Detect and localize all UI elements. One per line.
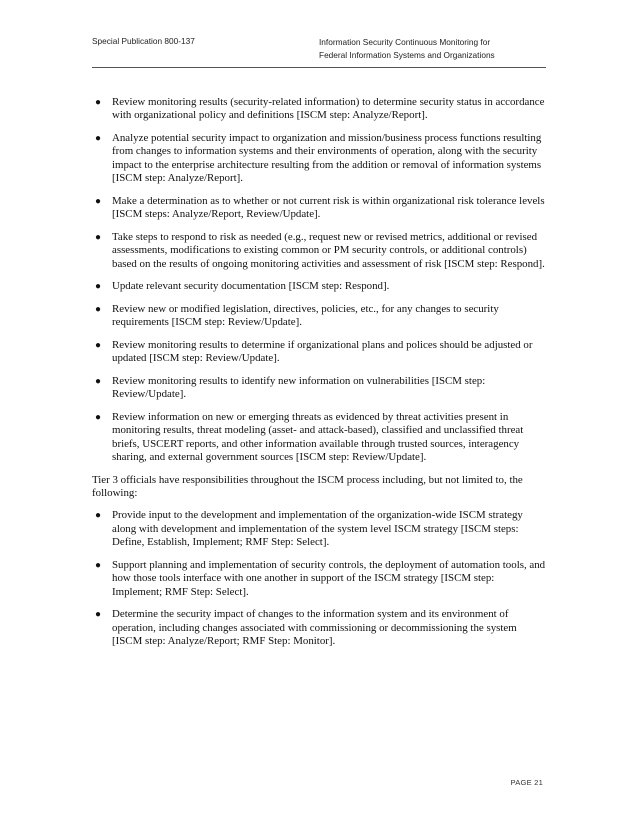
list-item-text: Analyze potential security impact to organization and mission/business process functions resulting from changes to information systems and their environments of operation, along with the security impact to the enterprise architecture resulting from the addition or removal of information systems [ISCM step: Analyze/Report]. <box>112 132 542 185</box>
responsibilities-list-2 <box>92 509 546 648</box>
list-item-text: Review information on new or emerging threats as evidenced by threat activities present in monitoring results, threat modeling (asset- and attack-based), classified and unclassified threat briefs, USCERT reports, and other information available through trusted sources, interagency sharing, and external government sources [ISCM step: Review/Update]. <box>112 410 524 464</box>
list-item-text: Determine the security impact of changes to the information system and its environment of operation, including changes associated with commissioning or decommissioning the system [ISCM step: Analyze/Report; RMF Step: Monitor]. <box>112 608 517 648</box>
list-item <box>92 339 546 366</box>
bullet-icon: ● <box>95 339 102 351</box>
bullet-icon: ● <box>95 609 102 621</box>
bullet-icon: ● <box>95 411 102 423</box>
list-item-text: Review monitoring results (security-related information) to determine security status in accordance with organizational policy and definitions [ISCM step: Analyze/Report]. <box>112 96 545 122</box>
list-item <box>92 280 546 293</box>
bullet-icon: ● <box>95 133 102 144</box>
bullet-icon: ● <box>95 231 102 243</box>
list-item <box>92 195 546 222</box>
list-item-text: Review new or modified legislation, directives, policies, etc., for any changes to security requirements [ISCM step: Review/Update]. <box>112 302 499 329</box>
list-item-text: Update relevant security documentation [ISCM step: Respond]. <box>112 280 390 293</box>
list-item <box>92 559 546 599</box>
publication-title <box>319 36 495 61</box>
bullet-icon: ● <box>95 97 102 108</box>
bullet-icon: ● <box>95 303 102 315</box>
list-item <box>92 411 546 465</box>
list-item-text: Support planning and implementation of security controls, the deployment of automation tools, and how those tools interface with one another in support of the ISCM strategy [ISCM step: Implement; RMF Step: Select]. <box>112 558 546 598</box>
publication-title-line-1: Information Security Continuous Monitoring for <box>319 37 491 47</box>
bullet-icon: ● <box>95 559 102 571</box>
list-item <box>92 132 546 186</box>
list-item <box>92 608 546 648</box>
list-item-text: Take steps to respond to risk as needed (e.g., request new or revised metrics, additional or revised assessments, modifications to existing common or PM security controls, or additional controls) based on the results of ongoing monitoring activities and assessment of risk [ISCM step: Respond]. <box>112 230 545 270</box>
list-item-text: Review monitoring results to determine if organizational plans and polices should be adjusted or updated [ISCM step: Review/Update]. <box>112 338 533 365</box>
list-item <box>92 231 546 271</box>
tier3-paragraph: Tier 3 officials have responsibilities throughout the ISCM process including, but not limited to, the following: <box>92 473 523 500</box>
publication-title-line-2: Federal Information Systems and Organizations <box>319 49 495 60</box>
list-item-text: Review monitoring results to identify new information on vulnerabilities [ISCM step: Review/Update]. <box>112 374 486 401</box>
bullet-icon: ● <box>95 510 102 522</box>
list-item-text: Provide input to the development and implementation of the organization-wide ISCM strategy along with development and implementation of the system level ISCM strategy [ISCM steps: Define, Establish, Implement; RMF Step: Select]. <box>112 509 523 549</box>
list-item <box>92 509 546 549</box>
page-number: PAGE 21 <box>510 778 543 787</box>
bullet-icon: ● <box>95 375 102 387</box>
list-item-text: Make a determination as to whether or not current risk is within organizational risk tolerance levels [ISCM steps: Analyze/Report, Review/Update]. <box>112 194 545 221</box>
responsibilities-list-1 <box>92 96 546 464</box>
list-item <box>92 375 546 402</box>
list-item <box>92 96 546 123</box>
bullet-icon: ● <box>95 281 102 293</box>
list-item <box>92 303 546 330</box>
bullet-icon: ● <box>95 195 102 207</box>
page-header <box>92 36 546 68</box>
publication-id: Special Publication 800-137 <box>92 36 195 46</box>
header-divider <box>92 67 546 68</box>
body-content <box>92 96 546 658</box>
